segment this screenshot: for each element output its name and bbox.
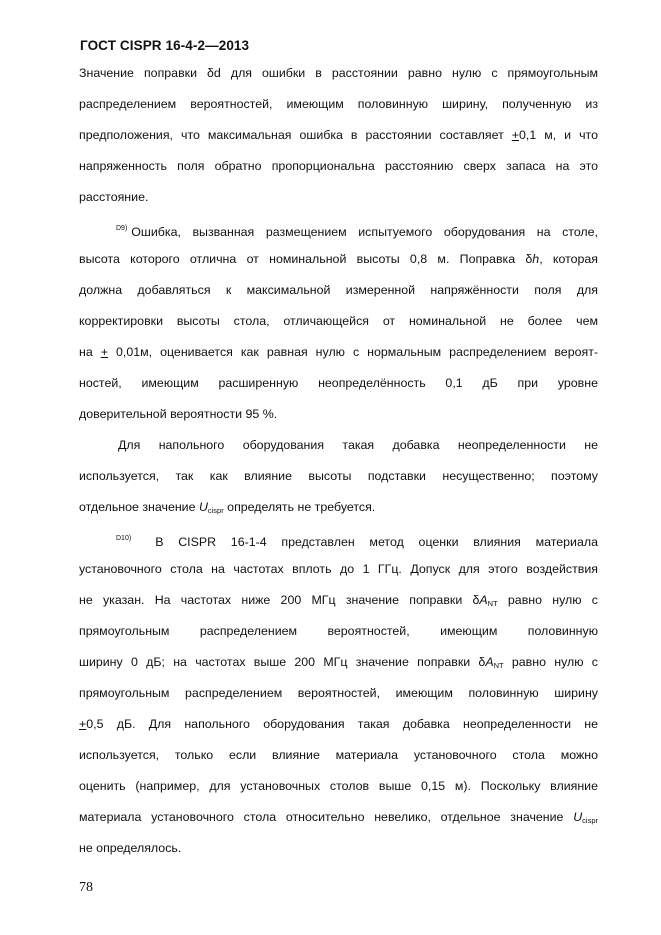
text-line: +0,5 дБ. Для напольного оборудования такая добавка неопределенности не [79, 717, 598, 731]
text-line: материала установочного стола относительно невелико, отдельное значение $U_{cispr}$ [79, 810, 598, 825]
text-line: высота которого отлична от номинальной высоты 0,8 м. Поправка δh, которая [79, 252, 598, 266]
text-line: должна добавляться к максимальной измеренной напряжённости поля для [79, 283, 598, 297]
text-line: $^{D10)}$ В CISPR 16-1-4 представлен метод оценки влияния материала [116, 535, 598, 549]
text-line: $^{D9)}$ Ошибка, вызванная размещением испытуемого оборудования на столе, [116, 225, 598, 239]
text-line: отдельное значение $U_{cispr}$ определять не требуется. [79, 500, 376, 515]
text-line: используется, так как влияние высоты подставки несущественно; поэтому [79, 469, 598, 483]
text-line: прямоугольным распределением вероятностей, имеющим половинную [79, 624, 598, 638]
text-line: Для напольного оборудования такая добавка неопределенности не [118, 438, 598, 452]
text-line: расстояние. [79, 190, 149, 204]
text-line: предположения, что максимальная ошибка в расстоянии составляет +0,1 м, и что [79, 128, 598, 142]
footnote-marker: D9) [116, 225, 128, 232]
text-line: напряженность поля обратно пропорциональна расстоянию сверх запаса на это [79, 159, 598, 173]
footnote-marker: D10) [116, 535, 132, 542]
plus-minus-sign: + [100, 345, 108, 359]
plus-minus-sign: + [79, 717, 87, 731]
text-line: установочного стола на частотах вплоть до 1 ГГц. Допуск для этого воздействия [79, 562, 598, 576]
text-line: доверительной вероятности 95 %. [79, 407, 278, 421]
text-line: ширину 0 дБ; на частотах выше 200 МГц значение поправки $\delta A_{NT}$ равно нулю с [79, 655, 598, 670]
page-number: 78 [79, 880, 93, 895]
text-line: прямоугольным распределением вероятностей, имеющим половинную ширину [79, 686, 598, 700]
plus-minus-sign: + [511, 128, 519, 142]
text-line: распределением вероятностей, имеющим половинную ширину, полученную из [79, 97, 598, 111]
page-header: ГОСТ CISPR 16-4-2—2013 [80, 38, 250, 53]
text-line: на + 0,01м, оценивается как равная нулю с нормальным распределением вероят- [79, 345, 598, 359]
text-line: корректировки высоты стола, отличающейся от номинальной не более чем [79, 314, 598, 328]
text-line: ностей, имеющим расширенную неопределённость 0,1 дБ при уровне [79, 376, 598, 390]
text-line: Значение поправки δd для ошибки в расстоянии равно нулю с прямоугольным [79, 66, 598, 80]
text-line: используется, только если влияние материала установочного стола можно [79, 748, 598, 762]
text-line: не определялось. [79, 841, 182, 855]
document-body [79, 58, 598, 864]
text-line: оценить (например, для установочных столов выше 0,15 м). Поскольку влияние [79, 779, 598, 793]
text-line: не указан. На частотах ниже 200 МГц значение поправки $\delta A_{NT}$ равно нулю с [79, 593, 598, 608]
